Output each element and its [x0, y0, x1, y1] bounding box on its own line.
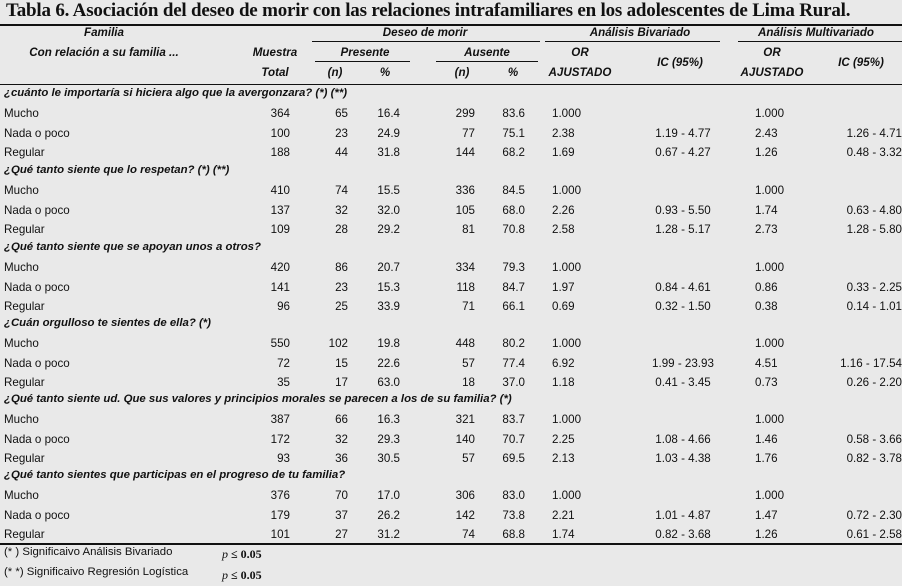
table-row — [0, 202, 902, 221]
cell-ic-m: 0.82 - 3.78 — [846, 452, 902, 465]
header-rule-bivariado — [545, 41, 720, 42]
cell-or-m: 1.26 — [755, 528, 778, 541]
cell-an: 118 — [456, 280, 475, 294]
cell-an: 299 — [455, 107, 475, 120]
cell-label: Nada o poco — [4, 203, 70, 217]
cell-an: 57 — [462, 356, 475, 370]
cell-pn: 37 — [335, 508, 348, 522]
cell-pn: 86 — [335, 261, 348, 274]
cell-pp: 20.7 — [377, 261, 400, 274]
cell-label: Mucho — [4, 489, 39, 502]
cell-or-m: 1.47 — [755, 508, 778, 522]
cell-pn: 44 — [335, 146, 348, 159]
cell-label: Regular — [4, 376, 45, 389]
cell-ap: 37.0 — [502, 376, 525, 389]
cell-or-b: 1.000 — [552, 337, 582, 350]
cell-pp: 32.0 — [377, 203, 400, 217]
table-row — [0, 259, 902, 278]
cell-or-b: 2.26 — [552, 203, 575, 217]
cell-ic-m: 0.33 - 2.25 — [846, 280, 902, 294]
cell-ap: 69.5 — [502, 452, 525, 465]
cell-or-m: 0.38 — [755, 300, 778, 313]
cell-ap: 68.8 — [502, 528, 525, 541]
cell-or-m: 2.73 — [755, 223, 778, 236]
cell-ic-m: 0.72 - 2.30 — [846, 508, 902, 522]
cell-ic-b: 1.99 - 23.93 — [652, 356, 714, 370]
cell-an: 144 — [455, 146, 475, 159]
cell-an: 77 — [462, 126, 475, 140]
cell-pp: 16.3 — [377, 413, 400, 426]
cell-label: Mucho — [4, 107, 39, 120]
cell-pp: 33.9 — [377, 300, 400, 313]
section-question: ¿Qué tanto siente ud. Que sus valores y principios morales se parecen a los de su familia? (*) — [4, 393, 512, 405]
cell-pn: 23 — [335, 280, 348, 294]
header-con-relacion: Con relación a su familia ... — [29, 46, 179, 59]
cell-ic-b: 1.19 - 4.77 — [655, 126, 711, 140]
cell-ap: 84.7 — [502, 280, 525, 294]
cell-pp: 31.2 — [377, 528, 400, 541]
cell-label: Nada o poco — [4, 508, 70, 522]
cell-label: Mucho — [4, 261, 39, 274]
header-total: Total — [261, 66, 289, 79]
cell-or-m: 0.86 — [755, 280, 778, 294]
cell-ic-m: 1.28 - 5.80 — [846, 223, 902, 236]
table-row — [0, 431, 902, 450]
table-row — [0, 450, 902, 469]
cell-total: 93 — [277, 452, 290, 465]
cell-pp: 16.4 — [377, 107, 400, 120]
cell-total: 364 — [270, 107, 290, 120]
cell-pn: 74 — [335, 184, 348, 197]
cell-pn: 25 — [335, 300, 348, 313]
cell-an: 81 — [462, 223, 475, 236]
header-rule-multivariado — [738, 41, 902, 42]
cell-or-b: 2.25 — [552, 432, 575, 446]
cell-pn: 102 — [328, 337, 348, 350]
header-presente-n: (n) — [327, 66, 343, 79]
cell-total: 550 — [270, 337, 290, 350]
cell-label: Nada o poco — [4, 356, 70, 370]
cell-pn: 28 — [335, 223, 348, 236]
cell-or-b: 2.13 — [552, 452, 575, 465]
table-row — [0, 298, 902, 317]
table-row — [0, 182, 902, 201]
cell-or-b: 1.000 — [552, 489, 582, 502]
cell-label: Mucho — [4, 337, 39, 350]
cell-pp: 63.0 — [377, 376, 400, 389]
cell-ic-b: 0.84 - 4.61 — [655, 280, 711, 294]
cell-ic-m: 0.61 - 2.58 — [846, 528, 902, 541]
table-row — [0, 279, 902, 298]
p-value-2: p ≤ 0.05 — [222, 568, 262, 582]
cell-an: 140 — [455, 432, 475, 446]
cell-an: 105 — [455, 203, 475, 217]
cell-label: Regular — [4, 528, 45, 541]
cell-pp: 24.9 — [377, 126, 400, 140]
cell-or-b: 1.18 — [552, 376, 575, 389]
header-ausente: Ausente — [464, 46, 510, 59]
cell-pp: 30.5 — [377, 452, 400, 465]
cell-ic-b: 0.82 - 3.68 — [655, 528, 711, 541]
cell-or-b: 1.000 — [552, 261, 582, 274]
header-ic-b: IC (95%) — [657, 56, 703, 69]
cell-or-m: 1.000 — [755, 107, 785, 120]
table-row — [0, 487, 902, 506]
cell-total: 72 — [277, 356, 290, 370]
cell-or-m: 4.51 — [755, 356, 778, 370]
cell-ap: 75.1 — [502, 126, 525, 140]
header-muestra: Muestra — [252, 46, 298, 59]
cell-ap: 83.6 — [502, 107, 525, 120]
cell-or-b: 1.74 — [552, 528, 575, 541]
cell-an: 448 — [455, 337, 475, 350]
cell-ic-m: 0.63 - 4.80 — [846, 203, 902, 217]
cell-an: 74 — [462, 528, 475, 541]
cell-or-m: 1.000 — [755, 261, 785, 274]
table-row — [0, 507, 902, 526]
cell-or-b: 2.58 — [552, 223, 575, 236]
cell-ap: 84.5 — [502, 184, 525, 197]
cell-ap: 68.2 — [502, 146, 525, 159]
cell-pn: 65 — [335, 107, 348, 120]
cell-total: 387 — [270, 413, 290, 426]
header-bottom-rule — [0, 84, 902, 85]
cell-ap: 66.1 — [502, 300, 525, 313]
cell-pp: 26.2 — [377, 508, 400, 522]
cell-pn: 32 — [335, 432, 348, 446]
cell-or-m: 1.46 — [755, 432, 778, 446]
cell-or-m: 1.000 — [755, 413, 785, 426]
cell-ic-b: 0.93 - 5.50 — [655, 203, 711, 217]
cell-or-m: 0.73 — [755, 376, 778, 389]
cell-ic-m: 0.58 - 3.66 — [846, 432, 902, 446]
cell-total: 137 — [270, 203, 290, 217]
header-ajustado-b: AJUSTADO — [548, 66, 612, 79]
cell-ic-b: 1.03 - 4.38 — [655, 452, 711, 465]
cell-ic-m: 0.48 - 3.32 — [846, 146, 902, 159]
cell-or-b: 1.97 — [552, 280, 575, 294]
cell-label: Regular — [4, 452, 45, 465]
cell-total: 172 — [270, 432, 290, 446]
cell-ic-m: 1.16 - 17.54 — [840, 356, 902, 370]
header-or-m: OR — [763, 46, 781, 59]
section-question: ¿Cuán orgulloso te sientes de ella? (*) — [4, 317, 211, 329]
table-row — [0, 411, 902, 430]
cell-or-b: 6.92 — [552, 356, 575, 370]
cell-an: 142 — [455, 508, 475, 522]
header-rule-ausente — [436, 61, 538, 62]
cell-ic-b: 1.01 - 4.87 — [655, 508, 711, 522]
cell-ap: 77.4 — [502, 356, 525, 370]
cell-or-m: 1.74 — [755, 203, 778, 217]
section-question: ¿Qué tanto siente que se apoyan unos a otros? — [4, 241, 261, 253]
header-multivariado: Análisis Multivariado — [758, 26, 874, 39]
header-presente-pct: % — [379, 66, 391, 79]
cell-an: 306 — [455, 489, 475, 502]
cell-ic-b: 1.28 - 5.17 — [655, 223, 711, 236]
cell-or-b: 1.000 — [552, 413, 582, 426]
cell-pn: 32 — [335, 203, 348, 217]
section-question: ¿cuánto le importaría si hiciera algo que la avergonzara? (*) (**) — [4, 87, 348, 99]
table-row — [0, 105, 902, 124]
cell-ic-m: 0.14 - 1.01 — [846, 300, 902, 313]
cell-or-m: 1.76 — [755, 452, 778, 465]
cell-pp: 31.8 — [377, 146, 400, 159]
bottom-rule — [0, 543, 902, 545]
cell-pn: 66 — [335, 413, 348, 426]
cell-or-b: 1.000 — [552, 184, 582, 197]
cell-ic-m: 1.26 - 4.71 — [846, 126, 902, 140]
cell-an: 71 — [462, 300, 475, 313]
cell-ap: 68.0 — [502, 203, 525, 217]
cell-or-b: 1.000 — [552, 107, 582, 120]
cell-total: 410 — [270, 184, 290, 197]
cell-total: 420 — [270, 261, 290, 274]
cell-label: Regular — [4, 146, 45, 159]
cell-label: Mucho — [4, 413, 39, 426]
cell-pp: 29.2 — [377, 223, 400, 236]
table-row — [0, 335, 902, 354]
cell-pn: 36 — [335, 452, 348, 465]
cell-pp: 17.0 — [377, 489, 400, 502]
cell-ap: 80.2 — [502, 337, 525, 350]
cell-pn: 27 — [335, 528, 348, 541]
header-deseo: Deseo de morir — [382, 26, 468, 39]
table-row — [0, 221, 902, 240]
cell-ap: 70.7 — [502, 432, 525, 446]
table-row — [0, 144, 902, 163]
cell-total: 109 — [270, 223, 290, 236]
table-title: Tabla 6. Asociación del deseo de morir con las relaciones intrafamiliares en los adolescentes de Lima Rural. — [6, 0, 851, 21]
cell-pn: 17 — [335, 376, 348, 389]
cell-pp: 15.5 — [377, 184, 400, 197]
cell-ic-b: 0.41 - 3.45 — [655, 376, 711, 389]
cell-pp: 29.3 — [377, 432, 400, 446]
cell-or-b: 1.69 — [552, 146, 575, 159]
header-or-b: OR — [571, 46, 589, 59]
cell-label: Regular — [4, 300, 45, 313]
cell-ic-b: 1.08 - 4.66 — [655, 432, 711, 446]
cell-ap: 83.0 — [502, 489, 525, 502]
header-ausente-pct: % — [507, 66, 519, 79]
cell-total: 376 — [270, 489, 290, 502]
cell-or-b: 2.38 — [552, 126, 575, 140]
header-ausente-n: (n) — [454, 66, 470, 79]
cell-total: 100 — [270, 126, 290, 140]
header-ajustado-m: AJUSTADO — [740, 66, 804, 79]
cell-an: 18 — [462, 376, 475, 389]
cell-or-m: 1.000 — [755, 337, 785, 350]
cell-or-m: 2.43 — [755, 126, 778, 140]
cell-ap: 70.8 — [502, 223, 525, 236]
cell-total: 188 — [270, 146, 290, 159]
cell-total: 179 — [270, 508, 290, 522]
cell-label: Mucho — [4, 184, 39, 197]
cell-label: Nada o poco — [4, 432, 70, 446]
cell-label: Nada o poco — [4, 126, 70, 140]
footnote-bivariado: (* ) Significaivo Análisis Bivariado — [4, 546, 173, 558]
cell-label: Nada o poco — [4, 280, 70, 294]
cell-or-m: 1.26 — [755, 146, 778, 159]
cell-pn: 70 — [335, 489, 348, 502]
cell-total: 35 — [277, 376, 290, 389]
cell-pn: 15 — [335, 356, 348, 370]
section-question: ¿Qué tanto sientes que participas en el progreso de tu familia? — [4, 469, 346, 481]
cell-an: 321 — [455, 413, 475, 426]
cell-pp: 19.8 — [377, 337, 400, 350]
header-ic-m: IC (95%) — [838, 56, 884, 69]
cell-or-m: 1.000 — [755, 184, 785, 197]
table-row — [0, 355, 902, 374]
header-familia: Familia — [84, 26, 124, 39]
cell-ic-m: 0.26 - 2.20 — [846, 376, 902, 389]
cell-pn: 23 — [335, 126, 348, 140]
cell-total: 101 — [270, 528, 290, 541]
cell-total: 96 — [277, 300, 290, 313]
cell-or-b: 0.69 — [552, 300, 575, 313]
cell-an: 334 — [455, 261, 475, 274]
cell-pp: 22.6 — [377, 356, 400, 370]
cell-pp: 15.3 — [377, 280, 400, 294]
cell-ic-b: 0.32 - 1.50 — [655, 300, 711, 313]
header-rule-presente — [315, 61, 410, 62]
cell-ap: 79.3 — [502, 261, 525, 274]
section-question: ¿Qué tanto siente que lo respetan? (*) (**) — [4, 164, 230, 176]
cell-ic-b: 0.67 - 4.27 — [655, 146, 711, 159]
cell-or-m: 1.000 — [755, 489, 785, 502]
table-row — [0, 374, 902, 393]
cell-ap: 73.8 — [502, 508, 525, 522]
cell-an: 336 — [455, 184, 475, 197]
p-value-1: p ≤ 0.05 — [222, 547, 262, 561]
header-bivariado: Análisis Bivariado — [589, 26, 691, 39]
cell-label: Regular — [4, 223, 45, 236]
header-presente: Presente — [340, 46, 390, 59]
table-row — [0, 125, 902, 144]
cell-an: 57 — [462, 452, 475, 465]
cell-or-b: 2.21 — [552, 508, 575, 522]
cell-ap: 83.7 — [502, 413, 525, 426]
header-rule-deseo — [312, 41, 540, 42]
cell-total: 141 — [270, 280, 290, 294]
footnote-logistica: (* *) Significaivo Regresión Logística — [4, 566, 189, 578]
